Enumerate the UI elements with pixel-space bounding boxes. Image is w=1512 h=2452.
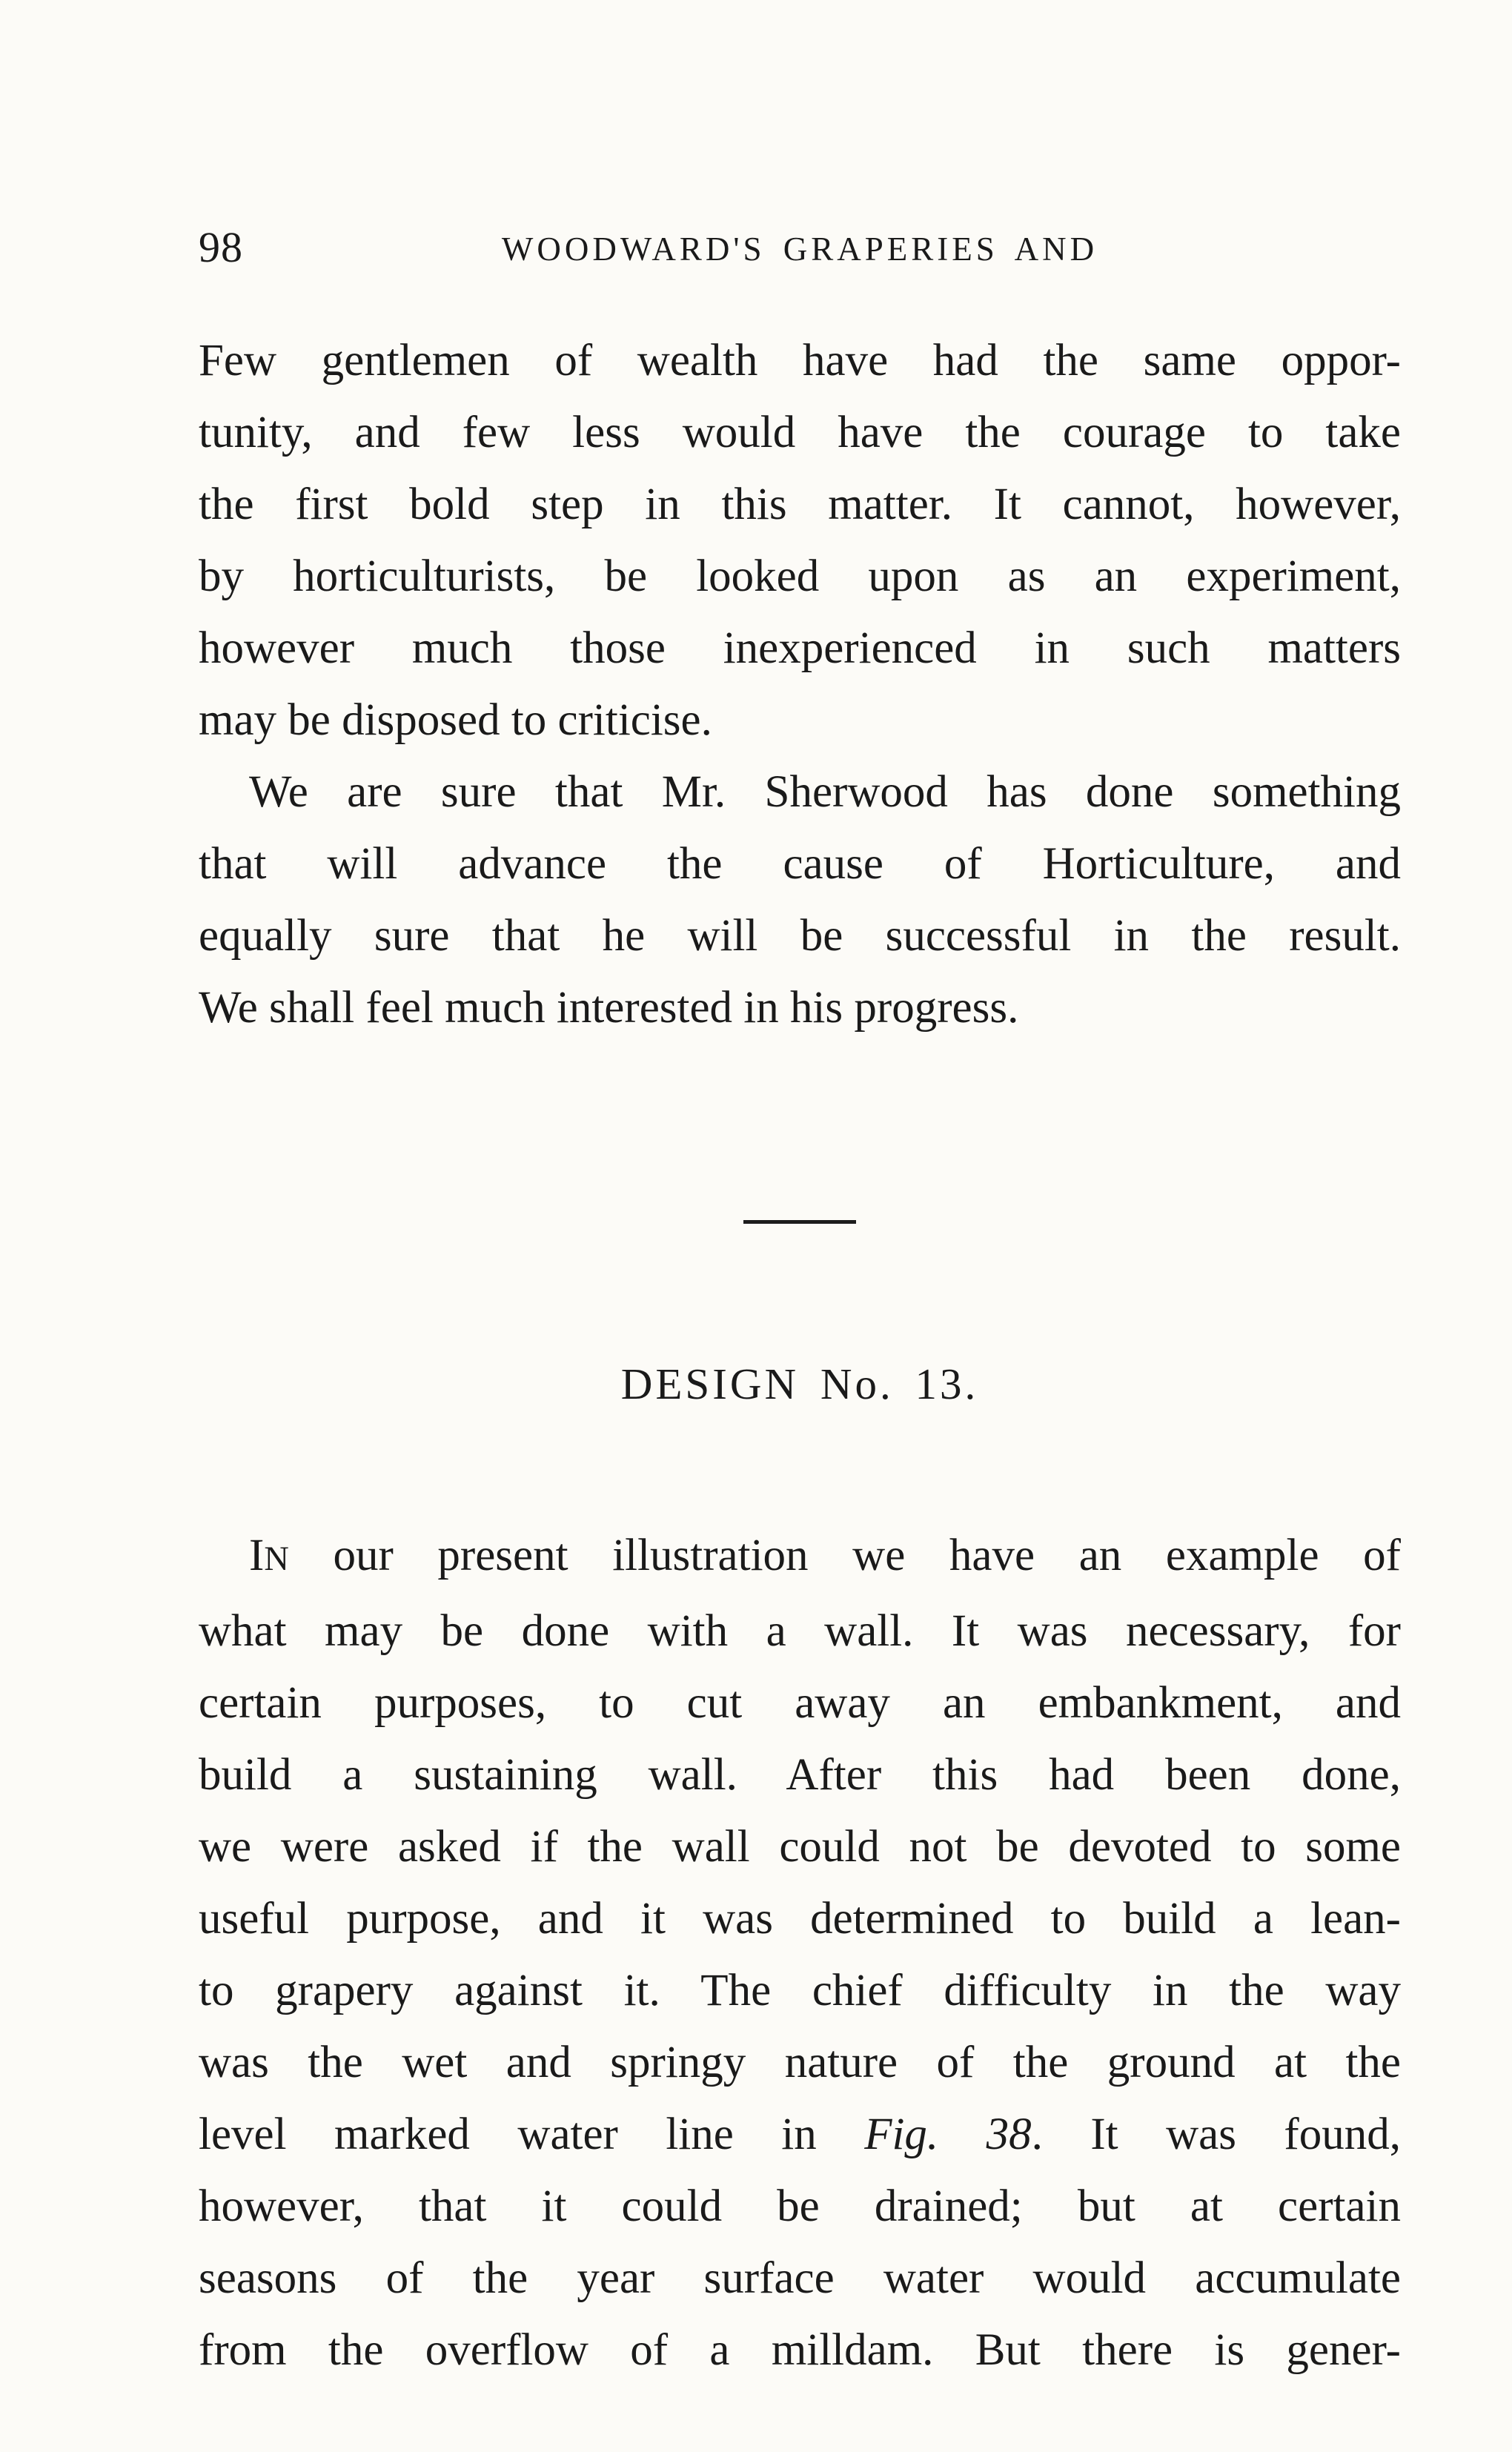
text-segment: seasons of the year surface water would accumulate (199, 2253, 1401, 2303)
text-line (199, 2242, 1401, 2314)
text-segment: by horticulturists, be looked upon as an experiment, (199, 551, 1401, 601)
paragraph (199, 1520, 1401, 2386)
text-line (199, 2170, 1401, 2242)
text-segment: from the overflow of a milldam. But there is gener- (199, 2325, 1401, 2375)
text-segment: may be disposed to criticise. (199, 695, 712, 745)
text-line (199, 1739, 1401, 1811)
text-line (199, 1883, 1401, 1955)
text-segment: the first bold step in this matter. It cannot, however, (199, 480, 1401, 529)
text-segment: level marked water line in (199, 2110, 865, 2159)
text-line (199, 1595, 1401, 1667)
text-segment: what may be done with a wall. It was necessary, for (199, 1606, 1401, 1656)
text-segment: We shall feel much interested in his progress. (199, 983, 1019, 1033)
text-line (199, 468, 1401, 540)
text-segment: certain purposes, to cut away an embankment, and (199, 1678, 1401, 1728)
text-segment: that will advance the cause of Horticulture, and (199, 839, 1401, 889)
text-line (199, 972, 1401, 1044)
text-segment: however, that it could be drained; but at certain (199, 2181, 1401, 2231)
text-line (199, 1811, 1401, 1883)
text-segment: useful purpose, and it was determined to build a lean- (199, 1894, 1401, 1944)
text-segment: . It was found, (1031, 2110, 1401, 2159)
text-line (199, 540, 1401, 612)
page-header (199, 222, 1401, 283)
text-segment: equally sure that he will be successful in the result. (199, 911, 1401, 961)
top-paragraphs (199, 325, 1401, 1044)
text-segment: tunity, and few less would have the courage to take (199, 408, 1401, 457)
page-number: 98 (199, 223, 243, 271)
text-line (199, 1667, 1401, 1739)
text-line (199, 397, 1401, 468)
text-segment: our present illustration we have an example of (288, 1531, 1401, 1580)
section-heading: DESIGN No. 13. (620, 1359, 979, 1408)
paragraph (199, 325, 1401, 756)
text-line (199, 828, 1401, 900)
text-segment: N (264, 1540, 289, 1578)
text-line (199, 325, 1401, 397)
text-line (199, 612, 1401, 684)
text-segment: however much those inexperienced in such matters (199, 623, 1401, 673)
section-divider (743, 1220, 856, 1224)
text-line (199, 1520, 1401, 1595)
text-segment: we were asked if the wall could not be devoted to some (199, 1822, 1401, 1872)
paragraph (199, 756, 1401, 1044)
text-line (199, 684, 1401, 756)
text-segment: was the wet and springy nature of the ground at the (199, 2038, 1401, 2087)
text-line (199, 1955, 1401, 2027)
text-segment: build a sustaining wall. After this had been done, (199, 1750, 1401, 1800)
text-segment: to grapery against it. The chief difficulty in the way (199, 1966, 1401, 2015)
text-segment: We are sure that Mr. Sherwood has done something (249, 767, 1401, 817)
text-segment: Few gentlemen of wealth have had the same oppor- (199, 336, 1401, 385)
text-segment: I (249, 1531, 265, 1580)
text-line (199, 756, 1401, 828)
text-block (199, 222, 1401, 2386)
section-paragraphs (199, 1520, 1401, 2386)
text-segment: Fig. 38 (864, 2110, 1032, 2159)
text-line (199, 2314, 1401, 2386)
text-line (199, 900, 1401, 972)
text-line (199, 2098, 1401, 2170)
text-line (199, 2027, 1401, 2098)
running-header: WOODWARD'S GRAPERIES AND (501, 231, 1098, 268)
